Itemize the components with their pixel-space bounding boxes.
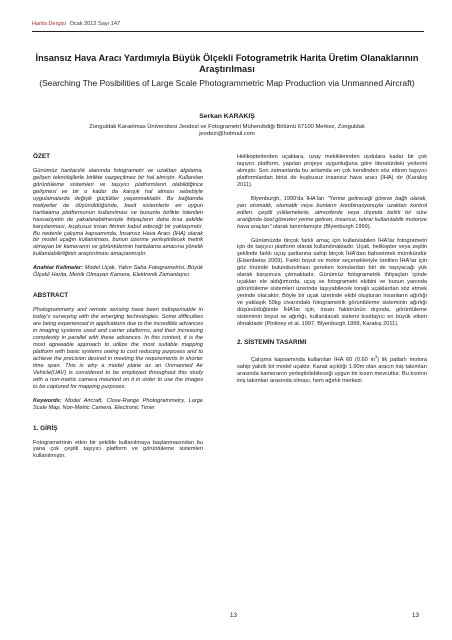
ozet-keywords-text: Model Uçak, Yakın Saha Fotogrametrisi, Büyük Ölçekli Harita, Metrik Olmayan Kamera, Elektronik Zamanlayıcı (33, 265, 203, 279)
author-email[interactable]: jeodezi@hotmail.com (199, 131, 255, 138)
giris-p3-intro: Blyenburgh, 1999'da İHA'ları (251, 195, 325, 202)
ozet-keywords-label: Anahtar Kelimeler: (33, 265, 83, 272)
giris-p4: Günümüzde birçok farklı amaç için kullanılabilen İHA'lar fotogrametri için de taşıyıcı platform olarak kullanılmaktadır. Uçak, helikopter veya zeplin şeklinde farklı uçuş şartlarına sahip birçok İHA'dan bahsetmek mümkündür (Eisenbeiss 2009). Farklı boyut ve motor seçenekleriyle üretilen İHA'lar için göz önünde bulundurulması gereken konulardan biri de taşıyacağı yük olarak karşımıza çıkmaktadır. Günümüz fotogrametrik ihtiyaçları içinde uçakları ele aldığımızda, uçuş ve fotogrametri ekibini ve bunun yanında görüntüleme sistemleri üzerinde taşıyabilecek tonajlı uçaklardan söz etmek yerinde olacaktır. Böyle bir uçak üzerinde ekibi oluşturan insanların ağırlığı ve yaklaşık 50kg civarındaki fotogrametrik görüntüleme sisteminin ağırlığı düşünüldüğünde İHA'lar için, insan faktörünün dışında, görüntüleme sisteminin boyut ve ağırlığı, kullanılacak sistemi kısıtlayıcı en büyük etken olmaktadır (Pinkney et al. 1997, Blyenburgh 1999, Karakış 2011). (237, 237, 427, 327)
affiliation-text: Zonguldak Karaelmas Üniversitesi Jeodezi ve Fotogrametri Mühendisliği Bölümü 67100 Merkez, Zonguldak (89, 124, 365, 130)
abstract-keywords-text: Model Aircraft, Close-Range Photogrammetry, Large Scale Map, Non-Metric Camera, Electronic Timer (33, 397, 203, 411)
abstract-keywords (33, 398, 203, 412)
page-number-right: 13 (412, 612, 419, 619)
journal-issue: Ocak 2012 Sayı 147 (69, 21, 121, 27)
giris-text: Fotogrametrinin etkin bir şekilde kullanılmaya başlanmasından bu yana çok çeşitli taşıyıcı platform ve görüntüleme sistemleri kullanılmıştır. (33, 439, 203, 460)
abstract-text: Photogrammetry and remote sensing have been indispensable in today's surveying with the emerging technologies. Some difficulties are being experienced in applications due to the incredible advances in imaging systems used and carrier platforms, and their increasing complexity in parallel with these advances. In this context, it is the most agreeable approach to utilize the most suitable mapping platform with basic systems owing to cost reducing purposes and to achieve the precision desired in meeting the requirements in shorter time span. This is why a model plane as an Unmanned Air Vehicle(UAV) is considered to be employed throughout this study with a non-metric camera mounted on it in order to use the images to be captured for mapping purposes. (33, 307, 203, 390)
abstract-heading: ABSTRACT (33, 292, 69, 300)
giris-p3-end: olarak tanımlamıştır (Blyenburgh 1999). (272, 223, 372, 230)
journal-header (32, 21, 120, 27)
journal-name: Harita Dergisi (32, 21, 66, 27)
sistem-text-b: ) lik patlarlı motora sahip yakıtlı bir model uçaktır. Kanat açıklığı 1.90m olan aracın iniş takımları arasında kameranın yerleştirilebileceği uygun bir kısım mevcuttur. Bu kısmın iniş takımları arasında olması, hem ağırlık merkezi (237, 356, 427, 384)
left-column (33, 154, 203, 460)
ozet-text: Günümüz haritacılık alanında fotogrametri ve uzaktan algılama, gelişen teknolojilerle birlikte vazgeçilmez bir hal almıştır. Kullanılan görüntüleme sistemleri ve taşıyıcı platformların olabildiğince gelişmesi ve bir o kadar da karışık hal alması sebebiyle uygulamalarda değişik güçlükler yaşanmaktadır. Bu bağlamda maliyetler de düşünüldüğünde, basit sistemlerle en uygun haritalama platformunun kullanılması ve bununla birlikte istenilen hassasiyetin de yakalanabilmesiyle ihtiyaçların daha kısa şekilde karşılanması, kuşkusuz insan fikrinin kabul edeceği bir yaklaşımdır. Bu nedenle çalışma kapsamında, İnsansız Hava Aracı (İHA) olarak bir model uçağın kullanılması, bunun üzerine yerleştirilecek metrik olmayan bir kameranın ve görüntülerinin haritalama amacına yönelik kullanılabilirliğinin araştırılması amaçlanmıştır. (33, 167, 203, 258)
sistem-text (237, 354, 427, 385)
paper-subtitle: (Searching The Posibilities of Large Scale Photogrammetric Map Production via Unmanned Aircraft) (39, 78, 415, 88)
author-name: Serkan KARAKIŞ (199, 113, 255, 120)
sistem-heading: 2. SİSTEMİN TASARIMI (237, 338, 307, 346)
giris-p2: Helikopterlerden uçaklara, uzay mekiklerinden uydulara kadar bir çok taşıyıcı platform, yapılan projeye uygunluğuna göre literatürdeki yerlerini almıştır. Son zamanlarda bu anlamda en çok kendinden söz ettiren taşıyıcı platformlardan birisi de kuşkusuz insansız hava aracı (İHA) dır (Karakış 2011). (237, 154, 427, 188)
page-number-left: 13 (230, 612, 237, 619)
abstract-keywords-label: Keywords: (33, 397, 62, 404)
sistem-text-a: Çalışma kapsamında kullanılan İHA 60 (0.60 in (251, 356, 375, 363)
giris-p3 (237, 196, 427, 231)
header-divider (32, 31, 424, 32)
right-column (237, 154, 427, 385)
sistem-text-sup: 3 (374, 353, 378, 359)
ozet-heading: ÖZET (33, 153, 51, 160)
giris-p3-quote: "Yerine getireceği göreve bağlı olarak, yarı otomatik, otomatik veya bunların kombinasyonuyla uzaktan kontrol edilen, çeşitli yüklemelerle, atmosferde veya dışında belirli bir süre aralığında özel görevleri yerine getiren, insansız, tekrar kullanılabilir motorize hava araçları" (237, 195, 427, 230)
paper-title: İnsansız Hava Aracı Yardımıyla Büyük Ölçekli Fotogrametrik Harita Üretim Olanaklarının Araştırılması (35, 53, 419, 74)
giris-heading: 1. GİRİŞ (33, 424, 58, 432)
author-affiliation (30, 124, 424, 138)
ozet-keywords (33, 265, 203, 279)
